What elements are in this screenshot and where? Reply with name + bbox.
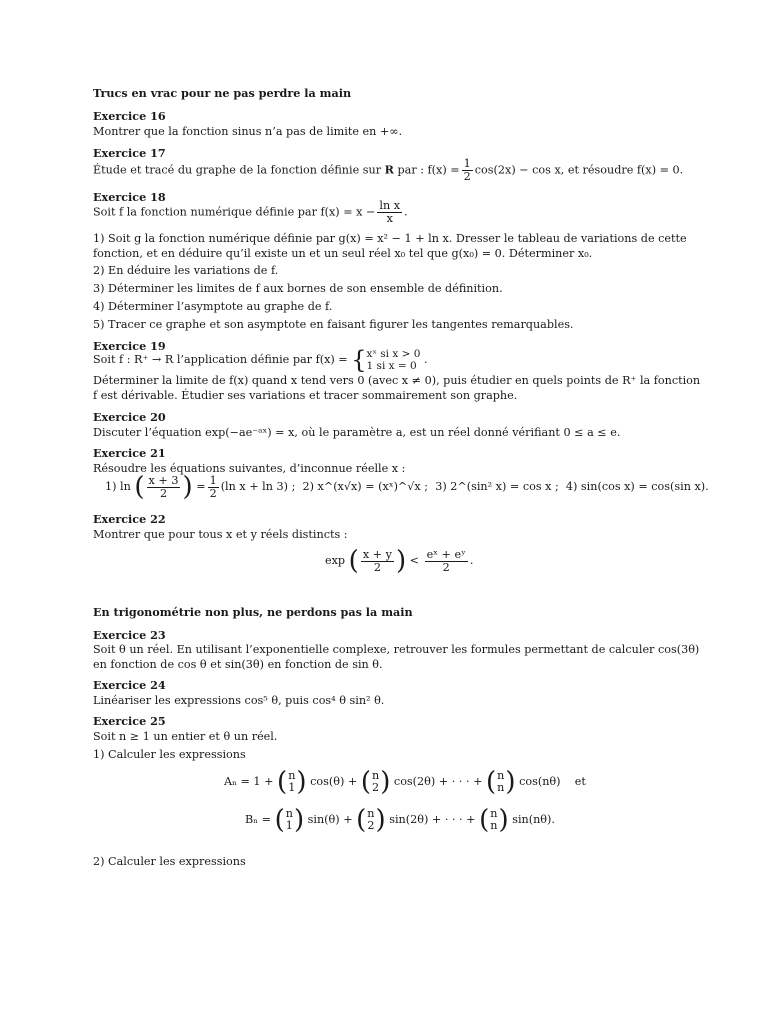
ex22-fraction [361, 549, 394, 574]
exercise-18-q1b: fonction, et en déduire qu’il existe un et un seul réel x₀ tel que g(x₀) = 0. Déterminer x₀. [93, 247, 593, 260]
ex18-line0-pre: Soit f la fonction numérique définie par f(x) = x − [93, 205, 376, 219]
right-paren-icon: ) [505, 767, 516, 797]
exercise-18-q3: 3) Déterminer les limites de f aux bornes de son ensemble de définition. [93, 282, 503, 295]
binom-bottom: 1 [288, 781, 296, 794]
ex21-e1-den: 2 [159, 486, 168, 500]
ex22-post: . [469, 554, 474, 567]
exercise-25-title: Exercice 25 [93, 714, 166, 728]
exercise-21-equations [105, 474, 709, 500]
binom-top: n [288, 769, 296, 782]
exercise-25-line1: Soit n ≥ 1 un entier et θ un réel. [93, 730, 278, 743]
exercise-17-text [93, 158, 683, 183]
exercise-18-q2: 2) En déduire les variations de f. [93, 264, 279, 277]
binom-top: n [490, 807, 498, 820]
ex19-case1: xˣ si x > 0 [366, 348, 421, 360]
ex22-den: 2 [373, 560, 381, 574]
exercise-21-title: Exercice 21 [93, 446, 166, 460]
ex22-den2: 2 [442, 560, 450, 574]
ex21-e1-den2: 2 [209, 486, 217, 500]
exercise-19-line2: Déterminer la limite de f(x) quand x tend vers 0 (avec x ≠ 0), puis étudier en quels points de R⁺ la fonction [93, 374, 701, 387]
ex21-e1-pre: 1) ln [105, 480, 131, 493]
exercise-23-title: Exercice 23 [93, 628, 166, 642]
binom-n-1 [286, 808, 293, 832]
ex21-e1-mid: = [196, 480, 206, 493]
ex18-fraction-den: x [386, 212, 393, 225]
ex19-pre: Soit f : R⁺ → R l’application définie par f(x) = [93, 353, 348, 366]
An-et: et [574, 775, 586, 788]
exercise-22-intro: Montrer que pour tous x et y réels distincts : [93, 528, 348, 541]
ex19-post: . [423, 353, 428, 366]
ex19-case2: 1 si x = 0 [366, 360, 417, 372]
left-paren-icon: ( [274, 805, 285, 835]
right-paren-icon: ) [498, 805, 509, 835]
right-paren-icon: ) [395, 546, 407, 576]
left-paren-icon: ( [277, 767, 288, 797]
exercise-19-title: Exercice 19 [93, 339, 166, 353]
right-paren-icon: ) [380, 767, 391, 797]
ex17-fraction-num: 1 [463, 157, 471, 170]
exercise-19-line1 [93, 348, 428, 372]
An-term3: cos(nθ) [519, 775, 561, 788]
left-paren-icon: ( [134, 472, 145, 502]
ex21-e1-num2: 1 [209, 473, 217, 487]
ex22-exp: exp [325, 554, 346, 567]
exercise-20-text: Discuter l’équation exp(−ae⁻ᵃˣ) = x, où le paramètre a, est un réel donné vérifiant 0 ≤ a ≤ e. [93, 426, 621, 439]
Bn-term2: sin(2θ) + · · · + [389, 813, 476, 826]
exercise-25-line2: 1) Calculer les expressions [93, 748, 246, 761]
formula-Bn [245, 807, 555, 833]
left-paren-icon: ( [356, 805, 367, 835]
ex21-e2: 2) x^(x√x) = (xˣ)^√x ; [302, 480, 429, 493]
exercise-24-title: Exercice 24 [93, 678, 166, 692]
exercise-17-title: Exercice 17 [93, 146, 166, 160]
ex21-e4: 4) sin(cos x) = cos(sin x). [565, 480, 709, 493]
left-paren-icon: ( [486, 767, 497, 797]
ex21-e3: 3) 2^(sin² x) = cos x ; [435, 480, 559, 493]
right-paren-icon: ) [296, 767, 307, 797]
binom-n-2 [372, 770, 379, 794]
ex17-post: cos(2x) − cos x, et résoudre f(x) = 0. [474, 163, 684, 177]
exercise-25-line3: 2) Calculer les expressions [93, 855, 246, 868]
exercise-20-title: Exercice 20 [93, 410, 166, 424]
An-term2: cos(2θ) + · · · + [393, 775, 483, 788]
section-title-1: Trucs en vrac pour ne pas perdre la main [93, 86, 352, 100]
ex22-fraction2 [425, 549, 468, 574]
binom-n-n [497, 770, 504, 794]
ex19-cases [351, 348, 420, 372]
Bn-term3: sin(nθ). [512, 813, 555, 826]
exercise-22-formula [325, 548, 473, 574]
binom-bottom: 1 [285, 819, 293, 832]
ex21-e1-num: x + 3 [148, 473, 179, 487]
left-paren-icon: ( [360, 767, 371, 797]
section-title-2: En trigonométrie non plus, ne perdons pas la main [93, 605, 413, 619]
left-paren-icon: ( [348, 546, 359, 576]
exercise-16-text: Montrer que la fonction sinus n’a pas de limite en +∞. [93, 125, 403, 138]
ex17-fraction-den: 2 [463, 170, 471, 183]
binom-top: n [371, 769, 380, 782]
exercise-23-line2: en fonction de cos θ et sin(3θ) en fonction de sin θ. [93, 658, 383, 671]
exercise-21-intro: Résoudre les équations suivantes, d’inconnue réelle x : [93, 462, 406, 475]
exercise-18-q4: 4) Déterminer l’asymptote au graphe de f. [93, 300, 333, 313]
exercise-18-title: Exercice 18 [93, 190, 166, 204]
exercise-18-q5: 5) Tracer ce graphe et son asymptote en faisant figurer les tangentes remarquables. [93, 318, 574, 331]
exercise-16-title: Exercice 16 [93, 109, 166, 123]
binom-top: n [367, 807, 375, 820]
right-paren-icon: ) [375, 805, 386, 835]
ex22-num: x + y [362, 547, 392, 561]
exercise-24-text: Linéariser les expressions cos⁵ θ, puis cos⁴ θ sin² θ. [93, 694, 385, 707]
right-paren-icon: ) [182, 472, 193, 502]
exercise-18-line0 [93, 200, 408, 225]
An-term1: cos(θ) + [310, 775, 358, 788]
Bn-term1: sin(θ) + [307, 813, 353, 826]
binom-n-1 [288, 770, 295, 794]
An-lhs: Aₙ = 1 + [224, 775, 274, 788]
ex21-e1-fraction [147, 475, 181, 500]
ex22-lt: < [409, 554, 420, 567]
binom-top: n [285, 807, 293, 820]
ex17-fraction [462, 158, 473, 183]
binom-bottom: 2 [372, 781, 380, 794]
exercise-19-line3: f est dérivable. Étudier ses variations et tracer sommairement son graphe. [93, 389, 518, 402]
binom-top: n [497, 769, 505, 782]
formula-An [224, 769, 586, 795]
ex18-fraction-num: ln x [379, 199, 401, 212]
exercise-22-title: Exercice 22 [93, 512, 166, 526]
ex18-fraction [377, 200, 402, 225]
right-paren-icon: ) [293, 805, 305, 835]
binom-n-n [490, 808, 497, 832]
binom-bottom: n [497, 781, 505, 794]
Bn-lhs: Bₙ = [245, 813, 271, 826]
ex22-num2: eˣ + eʸ [426, 547, 466, 561]
ex21-e1-post: (ln x + ln 3) ; [220, 480, 296, 493]
binom-bottom: 2 [367, 819, 375, 832]
ex17-pre: Étude et tracé du graphe de la fonction définie sur [93, 163, 382, 177]
exercise-18-q1a: 1) Soit g la fonction numérique définie par g(x) = x² − 1 + ln x. Dresser le tableau de variations de cette [93, 232, 687, 245]
left-brace-icon: { [351, 346, 367, 374]
ex17-bold: R [384, 162, 394, 177]
ex18-line0-post: . [404, 205, 408, 219]
exercise-23-line1: Soit θ un réel. En utilisant l’exponentielle complexe, retrouver les formules permettant de calculer cos(3θ) [93, 643, 700, 656]
ex21-e1-fraction2 [208, 475, 219, 500]
binom-bottom: n [490, 819, 498, 832]
left-paren-icon: ( [479, 805, 490, 835]
binom-n-2 [367, 808, 374, 832]
ex17-mid: par : f(x) = [397, 163, 460, 177]
